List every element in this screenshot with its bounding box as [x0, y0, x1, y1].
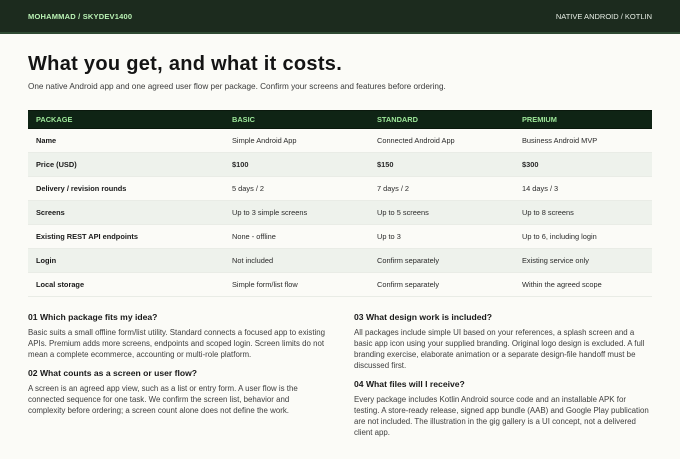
faq-section: [28, 312, 652, 446]
faq-answer: A screen is an agreed app view, such as a list or entry form. A user flow is the connected sequence for one task. We confirm the screen list, behavior and complexity before ordering; a screen count alone does not define the work.: [28, 384, 298, 415]
faq-question: 04 What files will I receive?: [354, 379, 465, 389]
page-subtitle: One native Android app and one agreed user flow per package. Confirm your screens and features before ordering.: [28, 82, 446, 91]
row-label: Screens: [28, 201, 224, 225]
table-row: [28, 177, 652, 201]
cell-standard: Confirm separately: [369, 249, 514, 273]
header-tagline: NATIVE ANDROID / KOTLIN: [555, 11, 652, 21]
cell-basic: 5 days / 2: [224, 177, 369, 201]
faq-question: 01 Which package fits my idea?: [28, 312, 158, 322]
faq-answer: All packages include simple UI based on your references, a splash screen and a basic app icon using your supplied branding. Original logo design is excluded. A full branding exercise, elaborate animation or a separate design-file handoff must be discussed first.: [354, 328, 645, 370]
column-header-standard: STANDARD: [369, 111, 514, 129]
faq-question: 02 What counts as a screen or user flow?: [28, 368, 198, 378]
table-row: [28, 201, 652, 225]
table-row: [28, 249, 652, 273]
faq-question: 03 What design work is included?: [354, 312, 492, 322]
table-row: [28, 153, 652, 177]
table-row: [28, 129, 652, 153]
cell-basic: Simple Android App: [224, 129, 369, 153]
row-label: Delivery / revision rounds: [28, 177, 224, 201]
row-label: Local storage: [28, 273, 224, 297]
row-label: Name: [28, 129, 224, 153]
column-header-premium: PREMIUM: [514, 111, 652, 129]
row-label: Existing REST API endpoints: [28, 225, 224, 249]
table-row: [28, 273, 652, 297]
cell-basic: Simple form/list flow: [224, 273, 369, 297]
brand-name: MOHAMMAD / SKYDEV1400: [28, 11, 133, 21]
cell-basic: Not included: [224, 249, 369, 273]
cell-premium: Up to 6, including login: [514, 225, 652, 249]
cell-basic: Up to 3 simple screens: [224, 201, 369, 225]
cell-premium: Existing service only: [514, 249, 652, 273]
faq-item: [354, 379, 652, 438]
column-header-basic: BASIC: [224, 111, 369, 129]
table-row: [28, 225, 652, 249]
cell-standard: Connected Android App: [369, 129, 514, 153]
cell-standard: Up to 5 screens: [369, 201, 514, 225]
faq-answer: Basic suits a small offline form/list utility. Standard connects a focused app to existing APIs. Premium adds more screens, endpoints and scoped login. Screen limits do not mean a complete ecommerce, accounting or multi-role platform.: [28, 328, 326, 359]
cell-premium: Up to 8 screens: [514, 201, 652, 225]
cell-premium: 14 days / 3: [514, 177, 652, 201]
cell-standard: $150: [369, 153, 514, 177]
cell-standard: 7 days / 2: [369, 177, 514, 201]
row-label: Login: [28, 249, 224, 273]
pricing-table-header: [28, 111, 652, 129]
page-title: What you get, and what it costs.: [28, 53, 343, 75]
cell-premium: $300: [514, 153, 652, 177]
cell-standard: Confirm separately: [369, 273, 514, 297]
cell-premium: Business Android MVP: [514, 129, 652, 153]
cell-basic: None - offline: [224, 225, 369, 249]
faq-item: [28, 312, 326, 360]
pricing-table: [28, 110, 652, 297]
faq-column-left: [28, 312, 326, 446]
main-content: [0, 34, 680, 446]
cell-standard: Up to 3: [369, 225, 514, 249]
cell-basic: $100: [224, 153, 369, 177]
top-bar: [0, 0, 680, 34]
faq-answer: Every package includes Kotlin Android source code and an installable APK for testing. A store-ready release, signed app bundle (AAB) and Google Play publication are not included. The illustration in the gig gallery is a UI concept, not a delivered client app.: [354, 395, 649, 437]
faq-column-right: [354, 312, 652, 446]
faq-item: [28, 368, 326, 416]
column-header-package: PACKAGE: [28, 111, 224, 129]
faq-item: [354, 312, 652, 371]
row-label: Price (USD): [28, 153, 224, 177]
cell-premium: Within the agreed scope: [514, 273, 652, 297]
